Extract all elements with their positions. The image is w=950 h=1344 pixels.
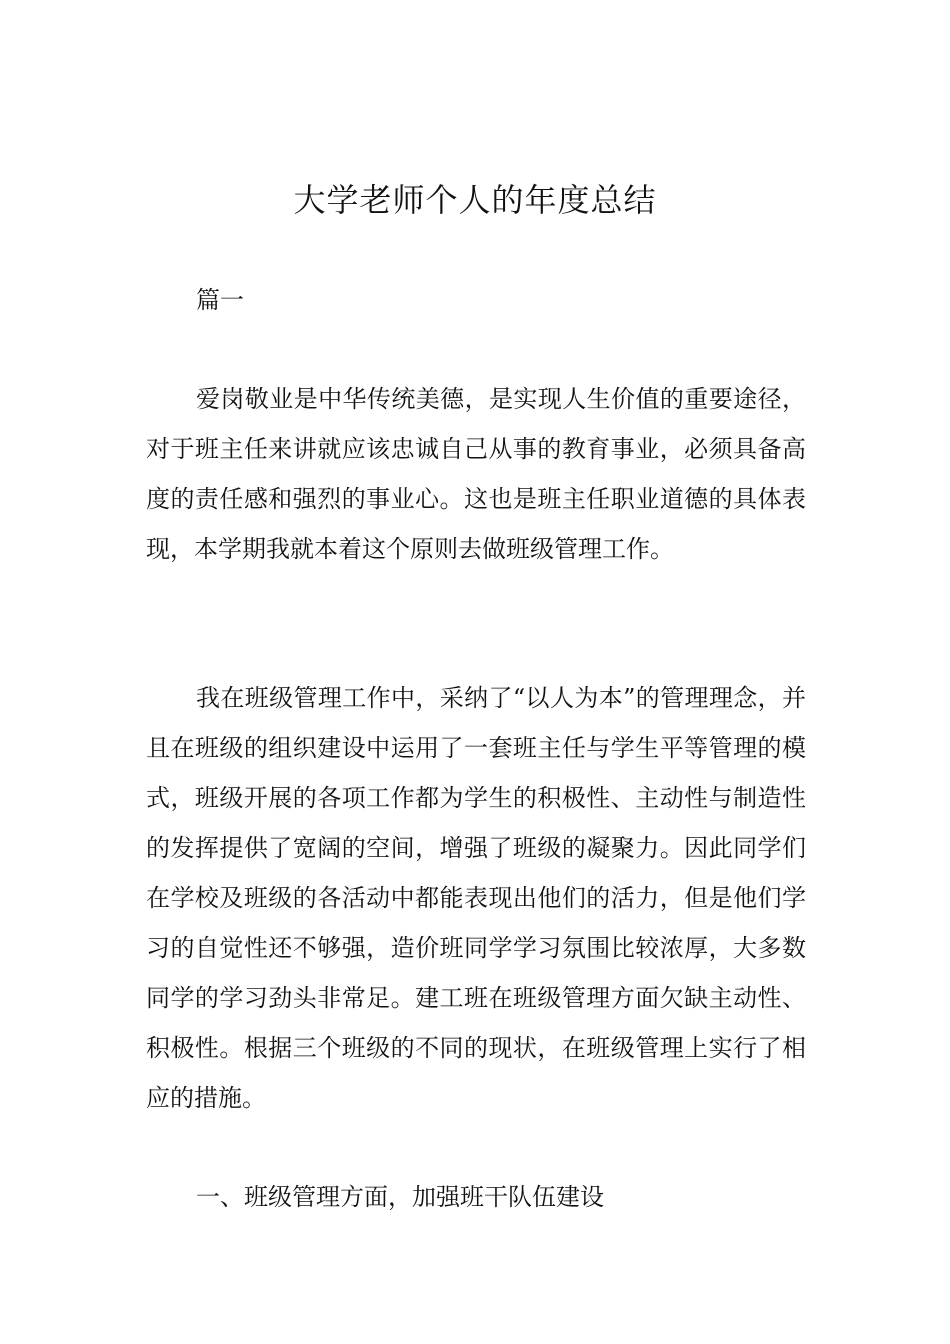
section-subheading: 一、班级管理方面，加强班干队伍建设 — [196, 1183, 604, 1211]
body-paragraph-1: 爱岗敬业是中华传统美德，是实现人生价值的重要途径，对于班主任来讲就应该忠诚自己从事的教育事业，必须具备高度的责任感和强烈的事业心。这也是班主任职业道德的具体表现，本学期我就本着这个原则去做班级管理工作。 — [146, 385, 806, 563]
section-label: 篇一 — [196, 286, 244, 314]
body-paragraph-2: 我在班级管理工作中，采纳了“以人为本”的管理理念，并且在班级的组织建设中运用了一套班主任与学生平等管理的模式，班级开展的各项工作都为学生的积极性、主动性与制造性的发挥提供了宽阔的空间，增强了班级的凝聚力。因此同学们在学校及班级的各活动中都能表现出他们的活力，但是他们学习的自觉性还不够强，造价班同学学习氛围比较浓厚，大多数同学的学习劲头非常足。建工班在班级管理方面欠缺主动性、积极性。根据三个班级的不同的现状，在班级管理上实行了相应的措施。 — [146, 684, 806, 1112]
document-title: 大学老师个人的年度总结 — [293, 181, 657, 219]
